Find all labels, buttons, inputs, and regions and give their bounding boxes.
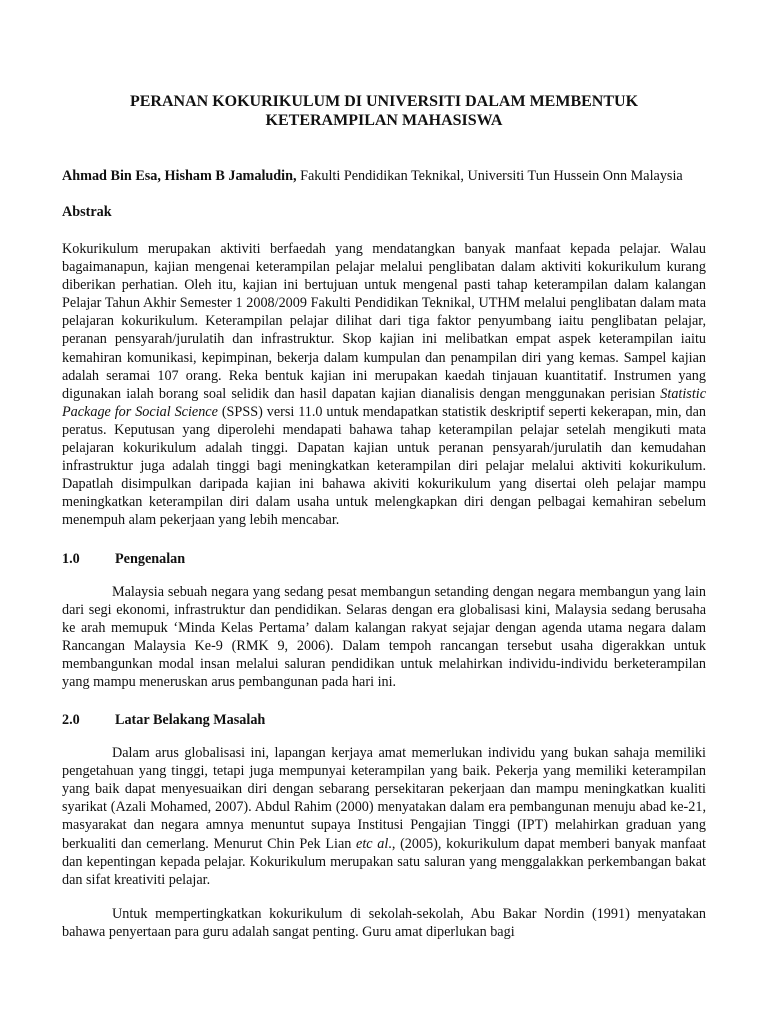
- section-2-paragraph-1: [62, 744, 706, 889]
- abstract-software-name: Statistic Package for Social Science: [62, 385, 706, 420]
- abstract-text-part-1: Kokurikulum merupakan aktiviti berfaedah yang mendatangkan banyak manfaat kepada pelajar. Walau bagaimanapun, kajian mengenai keterampilan pelajar melalui penglibatan dalam aktiviti kokurikulum kurang diberikan perhatian. Oleh itu, kajian ini bertujuan untuk mengenal pasti tahap keterampilan dalam kalangan Pelajar Tahun Akhir Semester 1 2008/2009 Fakulti Pendidikan Teknikal, UTHM melalui penglibatan dalam mata pelajaran kokurikulum. Keterampilan pelajar dilihat dari tiga faktor penyumbang iaitu penglibatan pelajar, peranan pensyarah/jurulatih dan infrastruktur. Skop kajian ini melibatkan empat aspek keterampilan iaitu kemahiran komunikasi, kepimpinan, bekerja dalam kumpulan dan penampilan diri yang kemas. Sampel kajian adalah seramai 107 orang. Reka bentuk kajian ini merupakan kaedah tinjauan kuantitatif. Instrumen yang digunakan ialah borang soal selidik dan hasil dapatan kajian dianalisis dengan menggunakan perisian: [62, 241, 706, 402]
- section-2-para-1-part-1: Dalam arus globalisasi ini, lapangan kerjaya amat memerlukan individu yang bukan sahaja memiliki pengetahuan yang tinggi, tetapi juga mempunyai keterampilan yang baik. Pekerja yang memiliki keterampilan yang baik dapat menyesuaikan diri dengan sebarang persekitaran pekerjaan dan mampu meningkatkan kualiti syarikat (Azali Mohamed, 2007). Abdul Rahim (2000) menyatakan dalam era pembangunan menuju abad ke-21, masyarakat dan negara amnya menuntut supaya Institusi Pengajian Tinggi (IPT) melahirkan graduan yang berkualiti dan cemerlang. Menurut Chin Pek Lian: [62, 745, 706, 852]
- section-1-paragraph: Malaysia sebuah negara yang sedang pesat membangun setanding dengan negara membangun yang lain dari segi ekonomi, infrastruktur dan pendidikan. Selaras dengan era globalisasi kini, Malaysia sedang berusaha ke arah memupuk ‘Minda Kelas Pertama’ dalam kalangan rakyat sejajar dengan agenda utama negara dalam Rancangan Malaysia Ke-9 (RMK 9, 2006). Dalam tempoh rancangan tersebut usaha digerakkan untuk membangunkan modal insan melalui saluran pendidikan untuk melahirkan individu-individu berketerampilan yang mampu meneruskan arus pembangunan pada hari ini.: [62, 583, 706, 690]
- section-2-number: 2.0: [62, 712, 80, 729]
- section-2-title: Latar Belakang Masalah: [115, 712, 266, 729]
- abstract-heading: Abstrak: [62, 204, 112, 220]
- section-2-para-1-part-2: ., (2005), kokurikulum dapat memberi banyak manfaat dan kepentingan kepada pelajar. Kokurikulum merupakan satu saluran yang menggalakkan perkembangan bakat dan sifat kreativiti pelajar.: [62, 835, 706, 888]
- section-1-heading: [62, 549, 706, 569]
- author-line: [62, 166, 706, 186]
- author-affiliation: Fakulti Pendidikan Teknikal, Universiti Tun Hussein Onn Malaysia: [296, 168, 683, 184]
- paper-title: [62, 0, 706, 130]
- title-line-1: PERANAN KOKURIKULUM DI UNIVERSITI DALAM MEMBENTUK: [129, 93, 639, 110]
- abstract-paragraph: [62, 240, 706, 530]
- section-2-citation-italic: etc al: [356, 835, 389, 852]
- abstract-text-part-2: (SPSS) versi 11.0 untuk mendapatkan statistik deskriptif seperti kekerapan, min, dan peratus. Keputusan yang diperolehi mendapati bahawa tahap keterampilan pelajar setelah mengikuti mata pelajaran kokurikulum adalah tinggi. Dapatan kajian untuk peranan pensyarah/jurulatih dan kemudahan infrastruktur juga adalah tinggi bagi meningkatkan keterampilan diri pelajar melalui aktiviti kokurikulum. Dapatlah disimpulkan daripada kajian ini bahawa akiviti kokurikulum yang disertai oleh pelajar mampu meningkatkan keterampilan diri dalam usaha untuk melengkapkan diri dengan pelbagai kemahiran sebelum menempuh alam pekerjaan yang lebih mencabar.: [62, 403, 706, 529]
- section-1-title: Pengenalan: [115, 550, 186, 567]
- section-2-heading: [62, 710, 706, 730]
- title-line-2: KETERAMPILAN MAHASISWA: [265, 112, 503, 129]
- section-1-number: 1.0: [62, 550, 80, 567]
- section-2-paragraph-2: Untuk mempertingkatkan kokurikulum di sekolah-sekolah, Abu Bakar Nordin (1991) menyatakan bahawa penyertaan para guru adalah sangat penting. Guru amat diperlukan bagi: [62, 905, 706, 940]
- author-names: Ahmad Bin Esa, Hisham B Jamaludin,: [62, 168, 297, 184]
